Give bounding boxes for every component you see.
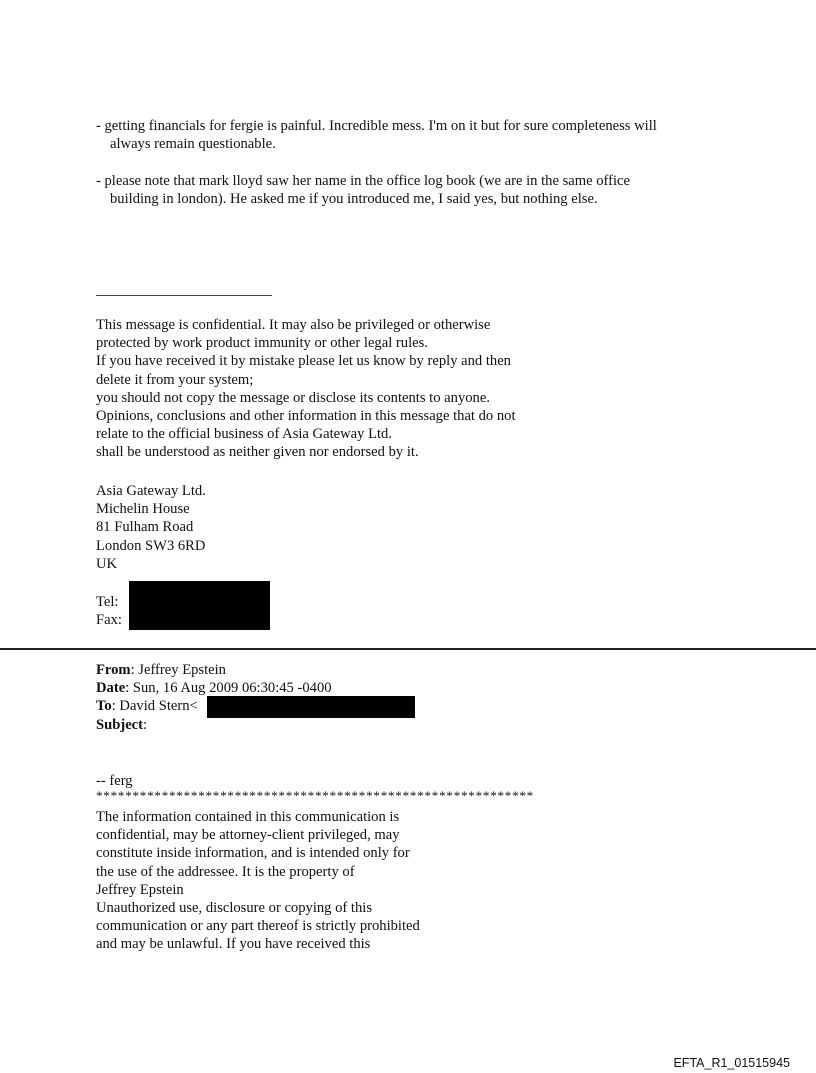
- footer-line: The information contained in this communication is: [96, 809, 400, 825]
- date-row: [96, 679, 332, 697]
- address-line: 81 Fulham Road: [96, 519, 194, 536]
- bates-stamp: EFTA_R1_01515945: [673, 1056, 790, 1070]
- footer-line: confidential, may be attorney-client privileged, may: [96, 827, 400, 844]
- signature-rule: [96, 295, 272, 296]
- footer-line: constitute inside information, and is intended only for: [96, 845, 410, 862]
- address-line: Asia Gateway Ltd.: [96, 483, 206, 499]
- footer-disclaimer: [96, 808, 420, 954]
- from-value: : Jeffrey Epstein: [130, 662, 226, 678]
- contact-block: [96, 593, 122, 629]
- from-label: From: [96, 662, 131, 678]
- company-address: [96, 482, 206, 573]
- address-line: Michelin House: [96, 501, 190, 518]
- footer-line: and may be unlawful. If you have received this: [96, 936, 371, 953]
- footer-line: the use of the addressee. It is the property of: [96, 863, 355, 880]
- bullet-line: always remain questionable.: [110, 136, 276, 152]
- message-divider: [0, 648, 816, 650]
- bullet-line: building in london). He asked me if you introduced me, I said yes, but nothing else.: [110, 191, 598, 207]
- redaction-box-email: [207, 696, 415, 718]
- confidentiality-disclaimer: [96, 316, 516, 462]
- address-line: London SW3 6RD: [96, 537, 206, 554]
- from-row: [96, 661, 332, 679]
- date-value: : Sun, 16 Aug 2009 06:30:45 -0400: [125, 680, 332, 697]
- redaction-box-phone: [129, 581, 270, 630]
- fax-label: Fax:: [96, 612, 122, 629]
- signoff: -- ferg: [96, 773, 133, 789]
- footer-line: Jeffrey Epstein: [96, 881, 184, 898]
- disclaimer-line: delete it from your system;: [96, 371, 254, 388]
- disclaimer-line: If you have received it by mistake please let us know by reply and then: [96, 353, 511, 370]
- body-bullet-financials: [96, 117, 716, 153]
- subject-value: :: [143, 716, 148, 733]
- disclaimer-line: Opinions, conclusions and other information in this message that do not: [96, 408, 516, 425]
- to-label: To: [96, 698, 112, 715]
- disclaimer-line: you should not copy the message or disclose its contents to anyone.: [96, 389, 490, 406]
- tel-label: Tel:: [96, 594, 119, 610]
- asterisk-separator: ************************************************************: [96, 788, 534, 803]
- disclaimer-line: This message is confidential. It may also be privileged or otherwise: [96, 317, 491, 333]
- footer-line: communication or any part thereof is strictly prohibited: [96, 918, 420, 935]
- bullet-line: - please note that mark lloyd saw her name in the office log book (we are in the same office: [96, 173, 630, 189]
- body-bullet-office-log: [96, 172, 716, 208]
- disclaimer-line: shall be understood as neither given nor endorsed by it.: [96, 444, 419, 461]
- bullet-line: - getting financials for fergie is painful. Incredible mess. I'm on it but for sure completeness will: [96, 118, 657, 134]
- subject-label: Subject: [96, 716, 144, 733]
- subject-row: [96, 716, 332, 734]
- date-label: Date: [96, 680, 126, 697]
- disclaimer-line: protected by work product immunity or other legal rules.: [96, 335, 428, 352]
- address-line: UK: [96, 555, 118, 572]
- footer-line: Unauthorized use, disclosure or copying of this: [96, 900, 373, 917]
- to-value: : David Stern<: [111, 698, 198, 715]
- disclaimer-line: relate to the official business of Asia Gateway Ltd.: [96, 426, 392, 443]
